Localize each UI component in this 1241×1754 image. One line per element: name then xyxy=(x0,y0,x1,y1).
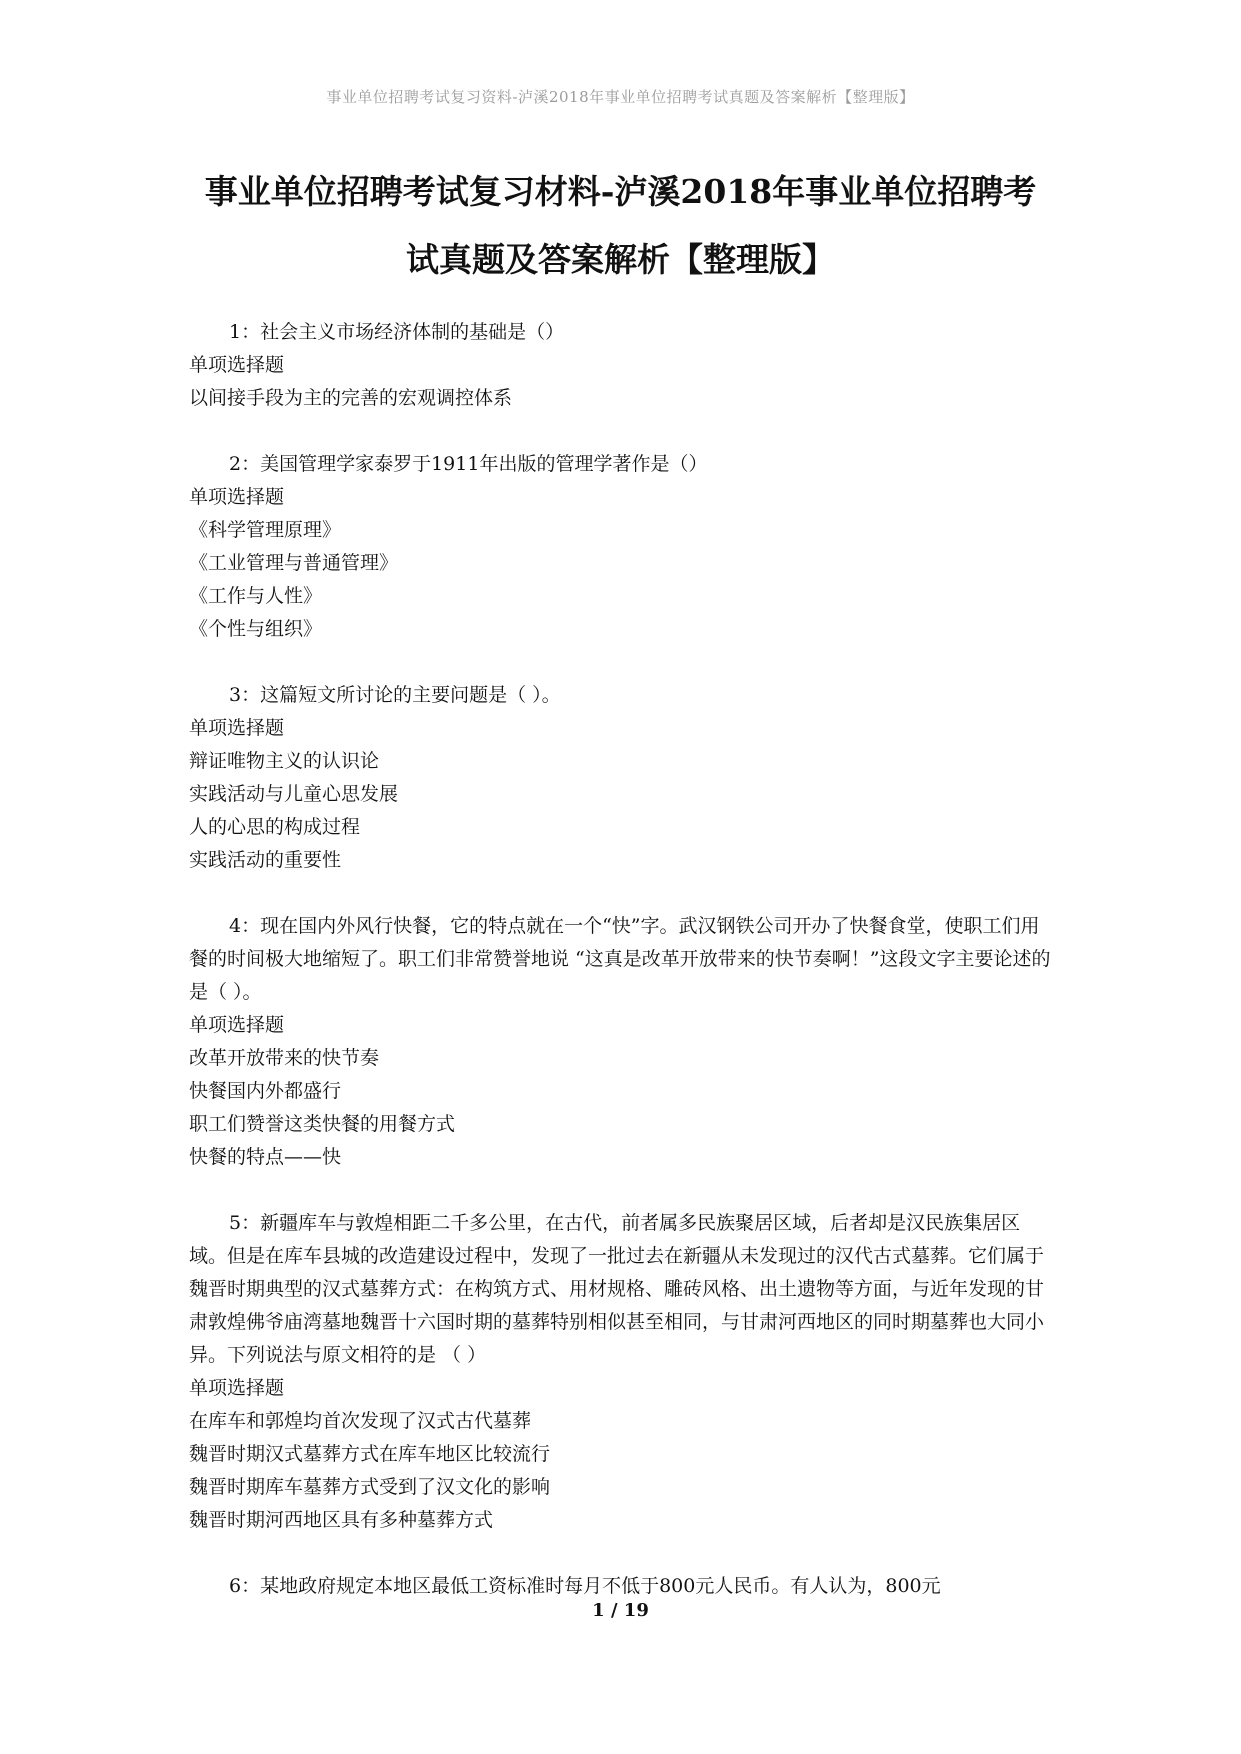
document-title-line-2: 试真题及答案解析【整理版】 xyxy=(406,240,835,279)
question-text: 4：现在国内外风行快餐，它的特点就在一个“快”字。武汉钢铁公司开办了快餐食堂，使职工们用餐的时间极大地缩短了。职工们非常赞誉地说 “这真是改革开放带来的快节奏啊！”这段文字主要论述的是（ ）。 xyxy=(189,915,1051,1003)
question-item xyxy=(189,448,1057,646)
answer-option: 以间接手段为主的完善的宏观调控体系 xyxy=(189,387,513,409)
page-number: 1 / 19 xyxy=(592,1600,649,1621)
answer-option: 辩证唯物主义的认识论 xyxy=(189,750,380,772)
question-item xyxy=(189,910,1057,1174)
question-type: 单项选择题 xyxy=(189,354,285,376)
answer-option: 职工们赞誉这类快餐的用餐方式 xyxy=(189,1113,456,1135)
running-header: 事业单位招聘考试复习资料-泸溪2018年事业单位招聘考试真题及答案解析【整理版】 xyxy=(326,88,915,106)
answer-option: 《工业管理与普通管理》 xyxy=(189,552,399,574)
question-type: 单项选择题 xyxy=(189,1377,285,1399)
question-text: 3：这篇短文所讨论的主要问题是（ ）。 xyxy=(229,684,561,706)
question-text: 6：某地政府规定本地区最低工资标准时每月不低于800元人民币。有人认为，800元 xyxy=(229,1575,941,1597)
document-title xyxy=(130,158,1111,294)
question-text: 1：社会主义市场经济体制的基础是（） xyxy=(229,321,565,343)
answer-option: 快餐国内外都盛行 xyxy=(189,1080,342,1102)
answer-option: 魏晋时期汉式墓葬方式在库车地区比较流行 xyxy=(189,1443,551,1465)
answer-option: 《科学管理原理》 xyxy=(189,519,342,541)
answer-option: 《个性与组织》 xyxy=(189,618,323,640)
answer-option: 快餐的特点——快 xyxy=(189,1146,342,1168)
answer-option: 实践活动与儿童心思发展 xyxy=(189,783,399,805)
question-item xyxy=(189,679,1057,877)
question-type: 单项选择题 xyxy=(189,717,285,739)
answer-option: 实践活动的重要性 xyxy=(189,849,342,871)
question-text: 5：新疆库车与敦煌相距二千多公里，在古代，前者属多民族聚居区域，后者却是汉民族集居区域。但是在库车县城的改造建设过程中，发现了一批过去在新疆从未发现过的汉代古式墓葬。它们属于魏晋时期典型的汉式墓葬方式：在构筑方式、用材规格、雕砖风格、出土遗物等方面，与近年发现的甘肃敦煌佛爷庙湾墓地魏晋十六国时期的墓葬特别相似甚至相同，与甘肃河西地区的同时期墓葬也大同小异。下列说法与原文相符的是 （ ） xyxy=(189,1212,1045,1366)
answer-option: 魏晋时期河西地区具有多种墓葬方式 xyxy=(189,1509,494,1531)
answer-option: 人的心思的构成过程 xyxy=(189,816,361,838)
question-text: 2：美国管理学家泰罗于1911年出版的管理学著作是（） xyxy=(229,453,708,475)
answer-option: 在库车和郭煌均首次发现了汉式古代墓葬 xyxy=(189,1410,532,1432)
question-item xyxy=(189,316,1057,415)
question-type: 单项选择题 xyxy=(189,1014,285,1036)
question-type: 单项选择题 xyxy=(189,486,285,508)
answer-option: 《工作与人性》 xyxy=(189,585,323,607)
question-item xyxy=(189,1207,1057,1537)
answer-option: 魏晋时期库车墓葬方式受到了汉文化的影响 xyxy=(189,1476,551,1498)
document-title-line-1: 事业单位招聘考试复习材料-泸溪2018年事业单位招聘考 xyxy=(204,172,1037,211)
question-item xyxy=(189,1570,1057,1603)
question-list xyxy=(189,316,1057,1636)
answer-option: 改革开放带来的快节奏 xyxy=(189,1047,380,1069)
